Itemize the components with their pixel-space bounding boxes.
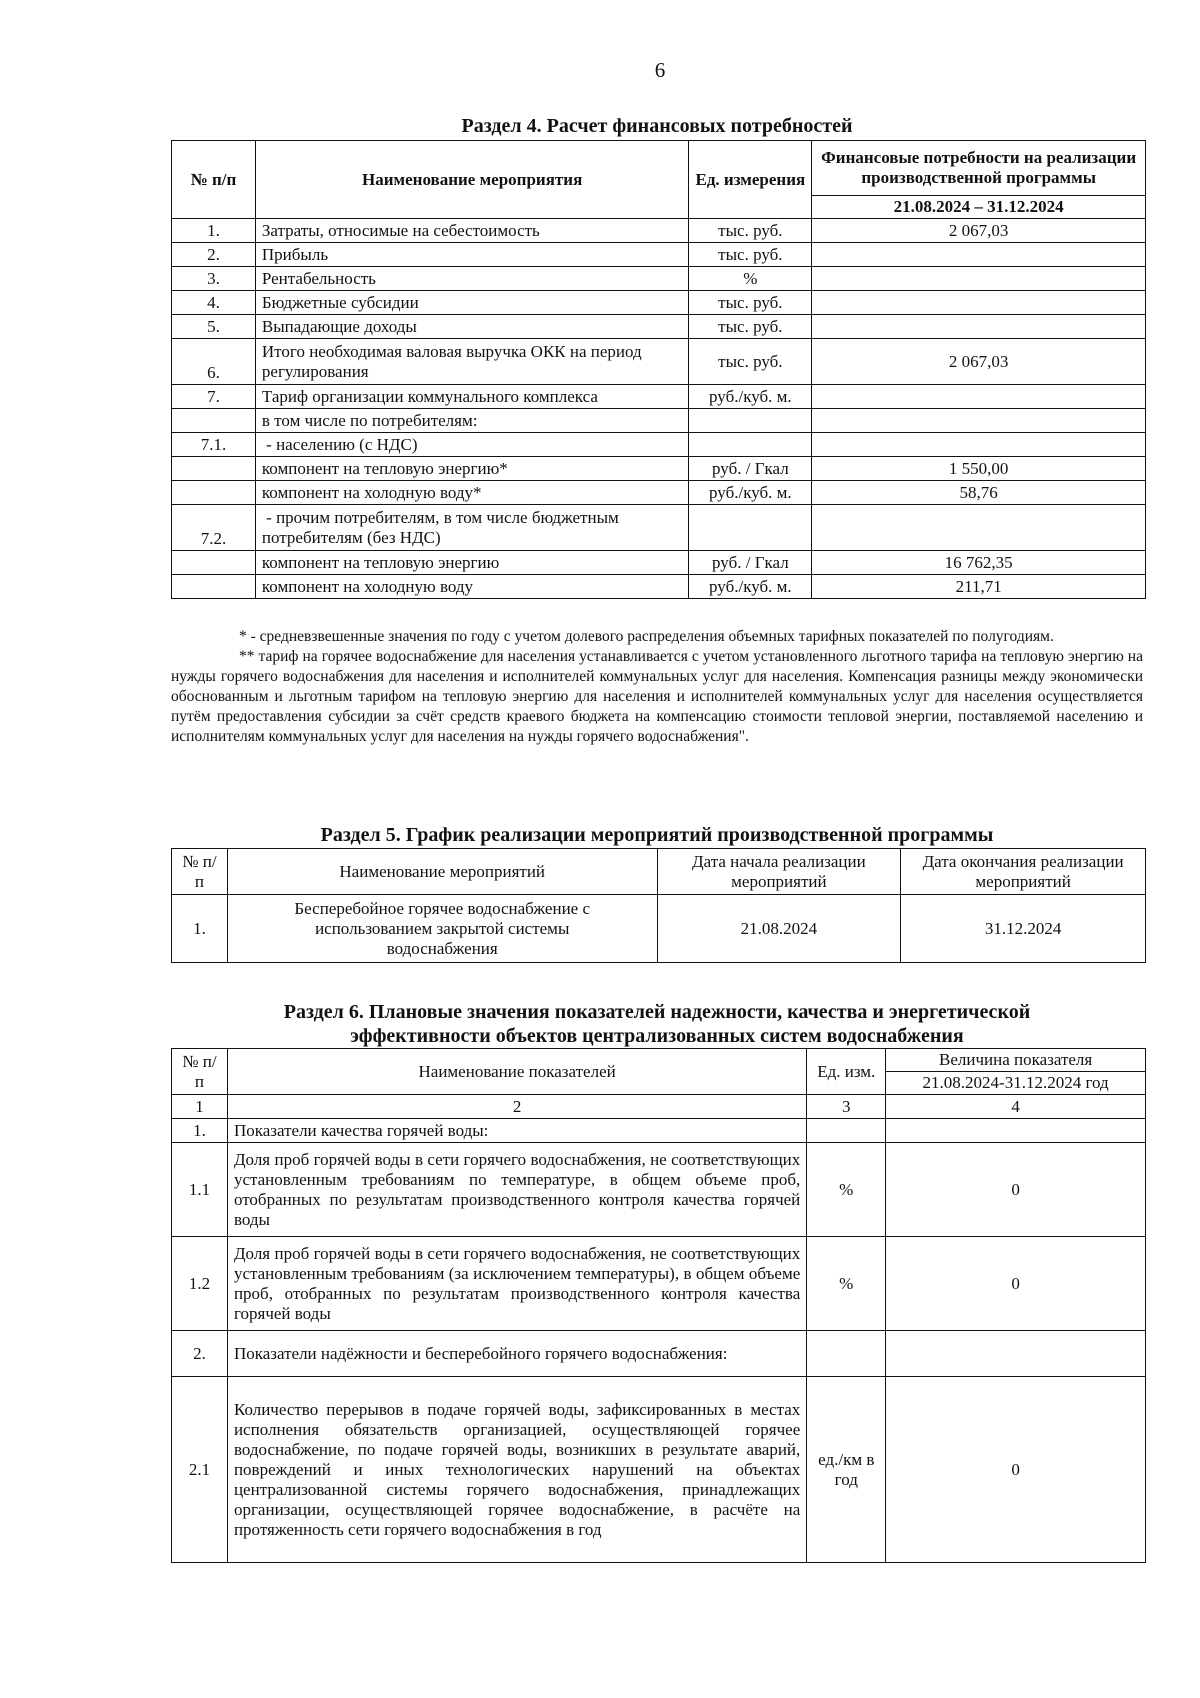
s4-cell-value bbox=[812, 409, 1146, 433]
s4-cell-num: 7.1. bbox=[172, 433, 256, 457]
s4-cell-value bbox=[812, 291, 1146, 315]
footnote-1: * - средневзвешенные значения по году с учетом долевого распределения объемных тарифных показателей по полугодиям. bbox=[239, 628, 1054, 645]
s4-cell-value: 211,71 bbox=[812, 575, 1146, 599]
s4-header-num: № п/п bbox=[172, 141, 256, 219]
s4-cell-value: 2 067,03 bbox=[812, 339, 1146, 385]
s6-colnum-1: 1 bbox=[172, 1095, 228, 1119]
table-row bbox=[172, 339, 1146, 385]
table-row bbox=[172, 1143, 1146, 1237]
table-row bbox=[172, 481, 1146, 505]
s4-cell-unit: тыс. руб. bbox=[689, 219, 812, 243]
section5-table bbox=[171, 848, 1146, 963]
s6-cell-unit bbox=[807, 1119, 886, 1143]
table-row bbox=[172, 457, 1146, 481]
s4-header-period: 21.08.2024 – 31.12.2024 bbox=[812, 196, 1146, 219]
s4-cell-num: 7. bbox=[172, 385, 256, 409]
s4-cell-unit: тыс. руб. bbox=[689, 291, 812, 315]
section6-title-line1: Раздел 6. Плановые значения показателей надежности, качества и энергетической bbox=[283, 1001, 1031, 1023]
s5-header-end: Дата окончания реализации мероприятий bbox=[901, 849, 1146, 895]
s4-cell-value bbox=[812, 385, 1146, 409]
s4-cell-num: 1. bbox=[172, 219, 256, 243]
s4-cell-num: 2. bbox=[172, 243, 256, 267]
s6-cell-name: Доля проб горячей воды в сети горячего водоснабжения, не соответствующих установленным требованиям (за исключением температуры), в общем объеме проб, отобранных по результатам производственного контроля качества горячей воды bbox=[227, 1237, 806, 1331]
s6-colnum-3: 3 bbox=[807, 1095, 886, 1119]
s4-cell-value bbox=[812, 315, 1146, 339]
s4-cell-name: - прочим потребителям, в том числе бюджетным потребителям (без НДС) bbox=[255, 505, 688, 551]
s5-cell-name: Бесперебойное горячее водоснабжение с использованием закрытой системы водоснабжения bbox=[227, 895, 657, 963]
table-row bbox=[172, 433, 1146, 457]
s6-cell-name: Показатели надёжности и бесперебойного горячего водоснабжения: bbox=[227, 1331, 806, 1377]
footnote-2: ** тариф на горячее водоснабжение для населения устанавливается с учетом установленного льготного тарифа на тепловую энергию на нужды горячего водоснабжения для населения и исполнителей коммунальных услуг для населения. Компенсация разницы между экономически обоснованным и льготным тарифом на тепловую энергию для населения и исполнителей коммунальных услуг для населения осуществляется путём предоставления субсидии за счёт средств краевого бюджета на компенсацию стоимости тепловой энергии, поставляемой населению и исполнителям коммунальных услуг для населения на нужды горячего водоснабжения". bbox=[171, 648, 1143, 745]
table-row bbox=[172, 1237, 1146, 1331]
s5-cell-start: 21.08.2024 bbox=[657, 895, 901, 963]
s6-cell-unit: % bbox=[807, 1143, 886, 1237]
table-row bbox=[172, 575, 1146, 599]
section5-title: Раздел 5. График реализации мероприятий производственной программы bbox=[320, 824, 994, 846]
s4-cell-num: 7.2. bbox=[172, 505, 256, 551]
table-row bbox=[172, 267, 1146, 291]
s6-header-num: № п/п bbox=[172, 1049, 228, 1095]
table-row bbox=[172, 219, 1146, 243]
s4-cell-name: компонент на тепловую энергию bbox=[255, 551, 688, 575]
s4-cell-name: Выпадающие доходы bbox=[255, 315, 688, 339]
section4-table bbox=[171, 140, 1146, 599]
s4-cell-unit: тыс. руб. bbox=[689, 339, 812, 385]
s4-cell-value: 1 550,00 bbox=[812, 457, 1146, 481]
s4-cell-num bbox=[172, 409, 256, 433]
s4-cell-unit: руб. / Гкал bbox=[689, 457, 812, 481]
s6-header-name: Наименование показателей bbox=[227, 1049, 806, 1095]
s4-cell-value bbox=[812, 243, 1146, 267]
s4-cell-value: 58,76 bbox=[812, 481, 1146, 505]
s6-cell-name: Доля проб горячей воды в сети горячего водоснабжения, не соответствующих установленным требованиям по температуре, в общем объеме проб, отобранных по результатам производственного контроля качества горячей воды bbox=[227, 1143, 806, 1237]
s6-cell-num: 2.1 bbox=[172, 1377, 228, 1563]
s4-cell-num bbox=[172, 481, 256, 505]
s4-cell-value: 16 762,35 bbox=[812, 551, 1146, 575]
s4-cell-name: Прибыль bbox=[255, 243, 688, 267]
s6-cell-value: 0 bbox=[886, 1143, 1146, 1237]
s4-cell-name: Бюджетные субсидии bbox=[255, 291, 688, 315]
s6-colnum-4: 4 bbox=[886, 1095, 1146, 1119]
s6-cell-value: 0 bbox=[886, 1237, 1146, 1331]
s6-cell-value: 0 bbox=[886, 1377, 1146, 1563]
s4-cell-unit: тыс. руб. bbox=[689, 315, 812, 339]
s5-cell-end: 31.12.2024 bbox=[901, 895, 1146, 963]
s6-cell-num: 1.2 bbox=[172, 1237, 228, 1331]
s6-header-value: Величина показателя bbox=[886, 1049, 1146, 1072]
table-row bbox=[172, 1331, 1146, 1377]
s6-colnum-2: 2 bbox=[227, 1095, 806, 1119]
table-row bbox=[172, 505, 1146, 551]
s4-cell-num: 6. bbox=[172, 339, 256, 385]
s4-cell-unit: руб./куб. м. bbox=[689, 385, 812, 409]
s4-header-need: Финансовые потребности на реализации производственной программы bbox=[812, 141, 1146, 196]
s6-cell-name: Показатели качества горячей воды: bbox=[227, 1119, 806, 1143]
s4-cell-value bbox=[812, 433, 1146, 457]
table-row bbox=[172, 409, 1146, 433]
table-row bbox=[172, 291, 1146, 315]
s4-cell-unit: % bbox=[689, 267, 812, 291]
s4-cell-num bbox=[172, 551, 256, 575]
s6-cell-num: 1.1 bbox=[172, 1143, 228, 1237]
s4-cell-name: компонент на холодную воду* bbox=[255, 481, 688, 505]
s5-header-start: Дата начала реализации мероприятий bbox=[657, 849, 901, 895]
s6-cell-unit bbox=[807, 1331, 886, 1377]
s5-header-name: Наименование мероприятий bbox=[227, 849, 657, 895]
s4-cell-name: Рентабельность bbox=[255, 267, 688, 291]
s4-cell-unit bbox=[689, 433, 812, 457]
table-row bbox=[172, 315, 1146, 339]
s5-header-num: № п/п bbox=[172, 849, 228, 895]
s4-cell-num bbox=[172, 457, 256, 481]
s4-cell-name: Итого необходимая валовая выручка ОКК на период регулирования bbox=[255, 339, 688, 385]
section4-notes bbox=[171, 627, 1143, 747]
s4-cell-num: 5. bbox=[172, 315, 256, 339]
table-row bbox=[172, 1377, 1146, 1563]
s4-cell-name: Затраты, относимые на себестоимость bbox=[255, 219, 688, 243]
s4-cell-name: компонент на холодную воду bbox=[255, 575, 688, 599]
s5-cell-num: 1. bbox=[172, 895, 228, 963]
s4-cell-name: Тариф организации коммунального комплекса bbox=[255, 385, 688, 409]
s4-cell-name: - населению (с НДС) bbox=[255, 433, 688, 457]
s4-cell-unit: руб./куб. м. bbox=[689, 575, 812, 599]
s6-cell-num: 1. bbox=[172, 1119, 228, 1143]
s4-header-name: Наименование мероприятия bbox=[255, 141, 688, 219]
s4-cell-num bbox=[172, 575, 256, 599]
s4-cell-unit: руб. / Гкал bbox=[689, 551, 812, 575]
table-row bbox=[172, 385, 1146, 409]
s4-cell-value bbox=[812, 505, 1146, 551]
s4-cell-unit: тыс. руб. bbox=[689, 243, 812, 267]
table-row bbox=[172, 551, 1146, 575]
section6-title-line2: эффективности объектов централизованных систем водоснабжения bbox=[350, 1025, 964, 1047]
table-row bbox=[172, 243, 1146, 267]
table-row bbox=[172, 895, 1146, 963]
s4-cell-value: 2 067,03 bbox=[812, 219, 1146, 243]
section6-table bbox=[171, 1048, 1146, 1563]
s6-cell-unit: ед./км в год bbox=[807, 1377, 886, 1563]
s4-cell-value bbox=[812, 267, 1146, 291]
s4-cell-num: 3. bbox=[172, 267, 256, 291]
s4-cell-name: компонент на тепловую энергию* bbox=[255, 457, 688, 481]
s4-cell-unit: руб./куб. м. bbox=[689, 481, 812, 505]
page-number: 6 bbox=[654, 58, 666, 82]
s6-cell-value bbox=[886, 1119, 1146, 1143]
s6-cell-num: 2. bbox=[172, 1331, 228, 1377]
s6-cell-name: Количество перерывов в подаче горячей воды, зафиксированных в местах исполнения обязательств организацией, осуществляющей горячее водоснабжение, по подаче горячей воды, возникших в результате аварий, повреждений и иных технологических нарушений на объектах централизованной системы горячего водоснабжения, принадлежащих организации, осуществляющей горячее водоснабжение, в расчёте на протяженность сети горячего водоснабжения в год bbox=[227, 1377, 806, 1563]
section4-title: Раздел 4. Расчет финансовых потребностей bbox=[461, 115, 853, 137]
s4-header-unit: Ед. измерения bbox=[689, 141, 812, 219]
s6-cell-unit: % bbox=[807, 1237, 886, 1331]
s4-cell-unit bbox=[689, 409, 812, 433]
table-row bbox=[172, 1119, 1146, 1143]
s6-cell-value bbox=[886, 1331, 1146, 1377]
s4-cell-name: в том числе по потребителям: bbox=[255, 409, 688, 433]
s4-cell-num: 4. bbox=[172, 291, 256, 315]
s6-header-period: 21.08.2024-31.12.2024 год bbox=[886, 1072, 1146, 1095]
s4-cell-unit bbox=[689, 505, 812, 551]
s6-header-unit: Ед. изм. bbox=[807, 1049, 886, 1095]
